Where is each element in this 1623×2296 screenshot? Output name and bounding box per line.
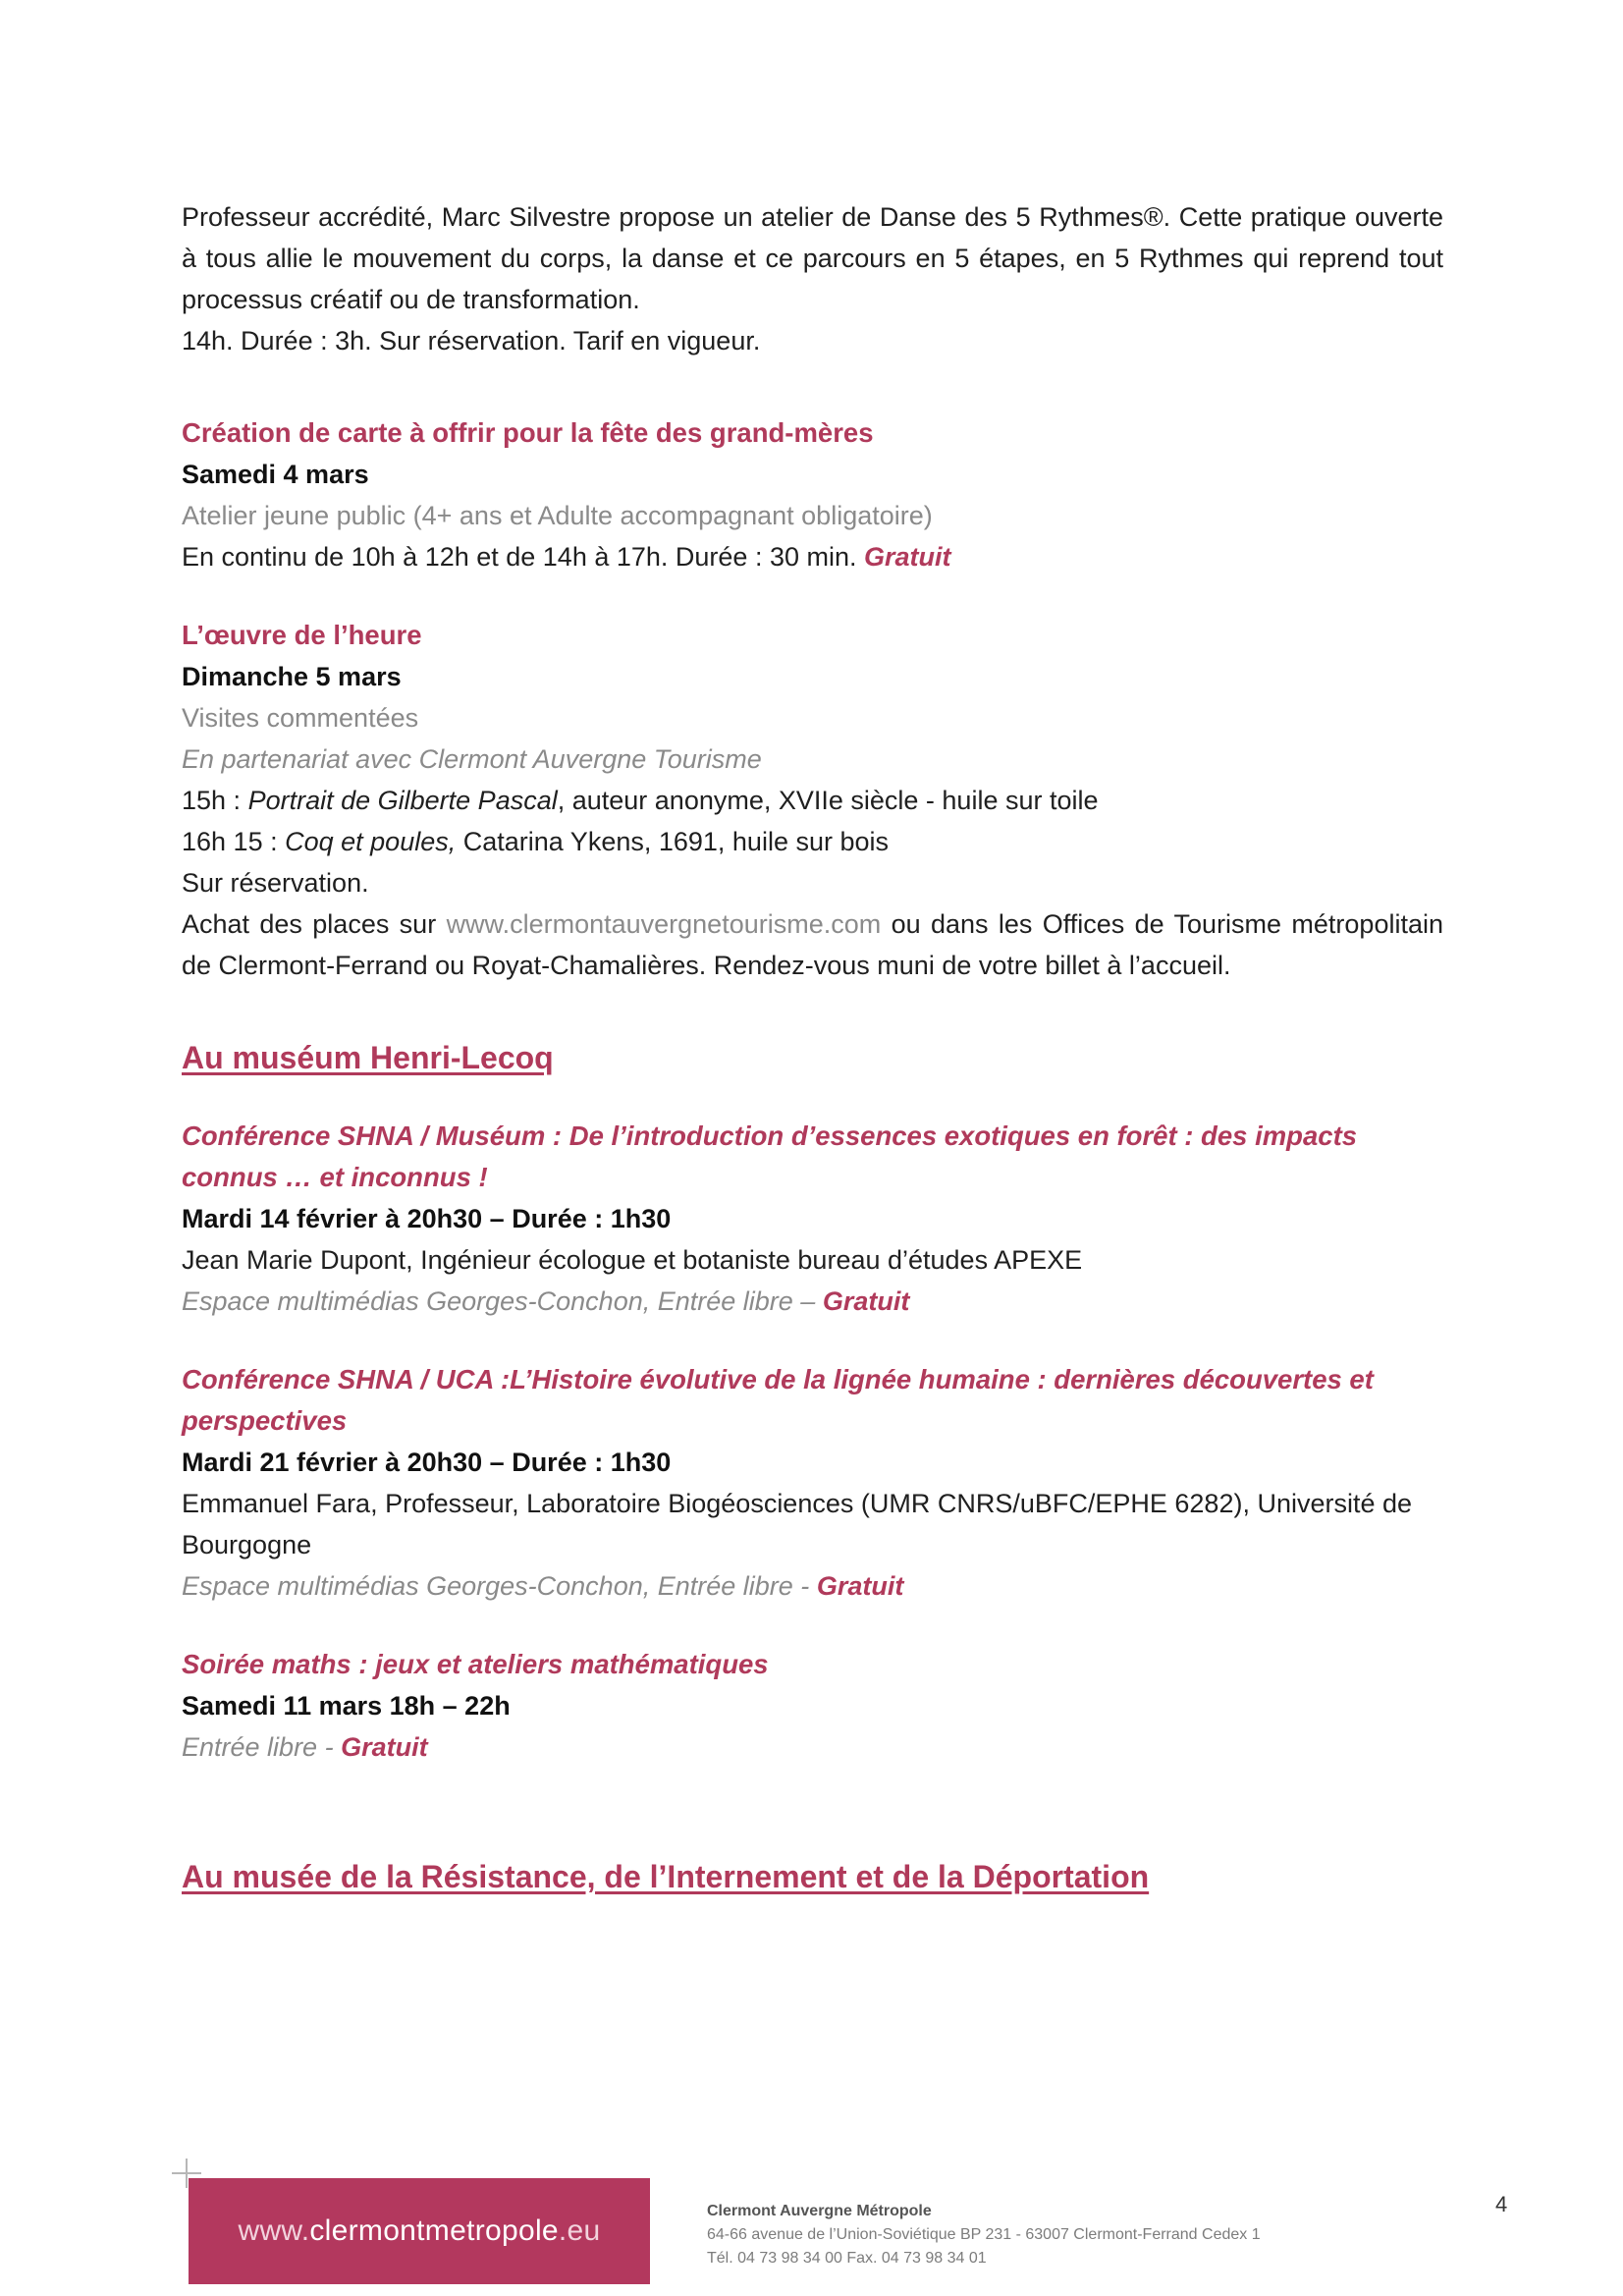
event-schedule [182,536,1443,577]
event-date: Mardi 14 février à 20h30 – Durée : 1h30 [182,1204,672,1233]
event-place [182,1281,1443,1322]
slot-details: Catarina Ykens, 1691, huile sur bois [456,827,890,856]
event-date: Samedi 11 mars 18h – 22h [182,1691,511,1721]
slot-time: 15h : [182,786,242,815]
purchase-text-after: ou dans les Offices de Tourisme métropolitain de Clermont-Ferrand ou Royat-Chamalières. Rendez-vous muni de votre billet à l’accueil. [182,909,1443,980]
slot-artwork: Portrait de Gilberte Pascal [247,786,558,815]
event-maths [182,1644,1443,1768]
footer-url-main: clermontmetropole [309,2214,559,2247]
price-badge: Gratuit [822,1286,910,1316]
intro-paragraph: Professeur accrédité, Marc Silvestre propose un atelier de Danse des 5 Rythmes®. Cette pratique ouverte à tous allie le mouvement du corps, la danse et ce parcours en 5 étapes, en 5 Rythmes qui reprend tout processus créatif ou de transformation. [182,202,1443,314]
event-audience: Atelier jeune public (4+ ans et Adulte accompagnant obligatoire) [182,501,933,530]
event-type: Visites commentées [182,703,419,733]
page-number: 4 [1495,2192,1508,2216]
event-date: Mardi 21 février à 20h30 – Durée : 1h30 [182,1448,672,1477]
event-slot-2 [182,821,1443,862]
event-carte [182,412,1443,577]
tourism-link[interactable]: www.clermontauvergnetourisme.com [446,909,882,939]
footer-url-prefix: www. [238,2214,310,2247]
event-title: Création de carte à offrir pour la fête des grand-mères [182,417,874,448]
event-place [182,1565,1443,1607]
event-speaker: Jean Marie Dupont, Ingénieur écologue et botaniste bureau d’études APEXE [182,1245,1083,1275]
intro-info: 14h. Durée : 3h. Sur réservation. Tarif en vigueur. [182,326,761,355]
event-conf-2 [182,1359,1443,1607]
section-heading-resistance: Au musée de la Résistance, de l’Internement et de la Déportation [182,1859,1150,1894]
event-oeuvre [182,615,1443,986]
purchase-text: Achat des places sur [182,909,447,939]
event-purchase [182,903,1443,986]
price-badge: Gratuit [864,542,951,572]
footer-contact [707,2200,1261,2270]
footer-url-suffix: .eu [558,2214,601,2247]
event-schedule-text: En continu de 10h à 12h et de 14h à 17h. Durée : 30 min. [182,542,857,572]
event-booking: Sur réservation. [182,868,369,898]
event-place [182,1726,1443,1768]
place-text: Espace multimédias Georges-Conchon, Entrée libre – [182,1286,823,1316]
event-date: Samedi 4 mars [182,460,369,489]
place-text: Espace multimédias Georges-Conchon, Entrée libre - [182,1571,817,1601]
event-date: Dimanche 5 mars [182,662,402,691]
event-title: Conférence SHNA / UCA :L’Histoire évolutive de la lignée humaine : dernières découvertes et perspectives [182,1364,1374,1436]
footer-org-name: Clermont Auvergne Métropole [707,2203,932,2219]
price-badge: Gratuit [341,1732,428,1762]
event-title: L’œuvre de l’heure [182,620,422,650]
slot-details: , auteur anonyme, XVIIe siècle - huile sur toile [557,786,1099,815]
event-slot-1 [182,780,1443,821]
place-text: Entrée libre - [182,1732,342,1762]
footer-phone: Tél. 04 73 98 34 00 Fax. 04 73 98 34 01 [707,2250,987,2267]
footer-website-banner[interactable] [189,2178,650,2284]
event-title: Soirée maths : jeux et ateliers mathématiques [182,1649,769,1679]
slot-artwork: Coq et poules, [285,827,457,856]
price-badge: Gratuit [816,1571,904,1601]
footer-address: 64-66 avenue de l’Union-Soviétique BP 231 - 63007 Clermont-Ferrand Cedex 1 [707,2226,1261,2243]
document-body [182,196,1443,1897]
slot-time: 16h 15 : [182,827,278,856]
section-heading-museum: Au muséum Henri-Lecoq [182,1040,554,1075]
event-conf-1 [182,1116,1443,1322]
event-speaker: Emmanuel Fara, Professeur, Laboratoire Biogéosciences (UMR CNRS/uBFC/EPHE 6282), Université de Bourgogne [182,1489,1413,1559]
event-partner: En partenariat avec Clermont Auvergne Tourisme [182,744,762,774]
event-title: Conférence SHNA / Muséum : De l’introduction d’essences exotiques en forêt : des impacts connus … et inconnus ! [182,1121,1358,1192]
